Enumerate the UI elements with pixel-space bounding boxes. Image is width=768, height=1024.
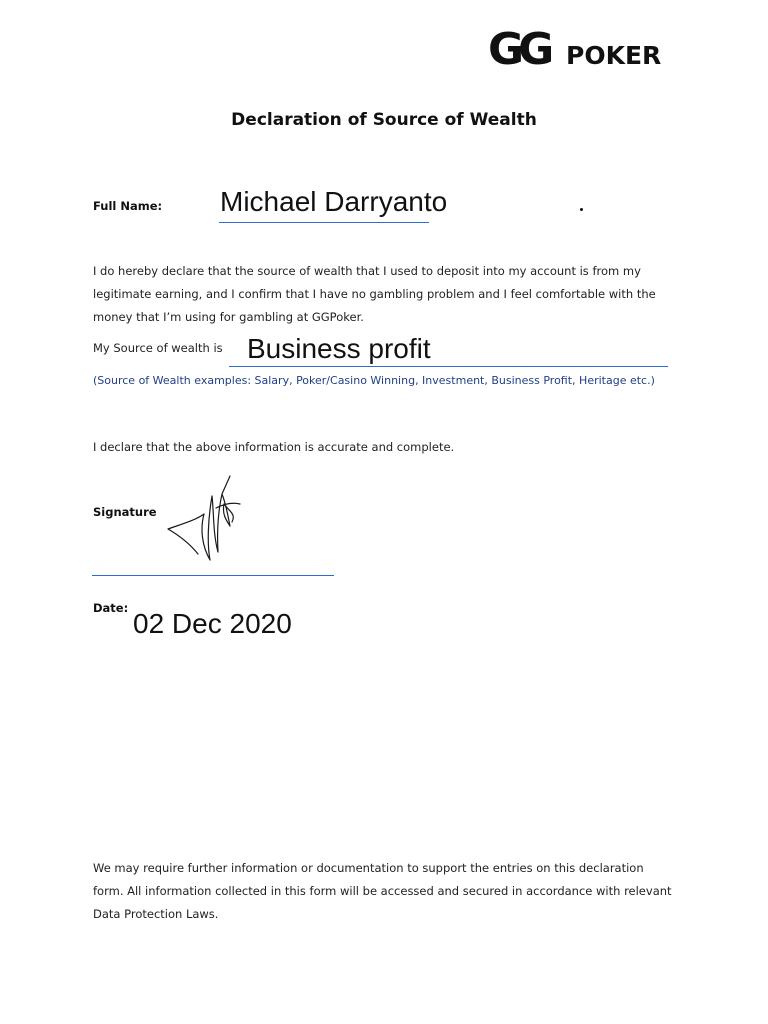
full-name-value: Michael Darryanto	[220, 186, 448, 217]
source-of-wealth-underline	[229, 366, 668, 367]
source-of-wealth-label: My Source of wealth is	[93, 341, 223, 355]
signature-label: Signature	[93, 505, 157, 519]
data-protection-notice: We may require further information or documentation to support the entries on this declaration form. All information collected in this form will be accessed and secured in accordance with relevant Data Protection Laws.	[93, 861, 672, 921]
logo-gg-text: GG	[488, 26, 549, 70]
source-of-wealth-value: Business profit	[247, 333, 431, 364]
accuracy-statement: I declare that the above information is accurate and complete.	[93, 440, 455, 454]
stray-dot	[580, 208, 583, 211]
logo-poker-text: POKER	[566, 41, 662, 70]
date-value: 02 Dec 2020	[133, 608, 292, 639]
declaration-paragraph: I do hereby declare that the source of wealth that I used to deposit into my account is from my legitimate earning, and I confirm that I have no gambling problem and I feel comfortable with the money that I’m using for gambling at GGPoker.	[93, 264, 656, 324]
date-label: Date:	[93, 601, 129, 615]
full-name-underline	[219, 222, 429, 223]
signature-underline	[92, 575, 334, 576]
source-of-wealth-hint: (Source of Wealth examples: Salary, Poker/Casino Winning, Investment, Business Profit, Heritage etc.)	[93, 374, 655, 387]
ggpoker-logo	[488, 26, 676, 70]
handwritten-signature	[160, 474, 250, 566]
full-name-label: Full Name:	[93, 199, 163, 213]
document-title: Declaration of Source of Wealth	[231, 110, 537, 130]
